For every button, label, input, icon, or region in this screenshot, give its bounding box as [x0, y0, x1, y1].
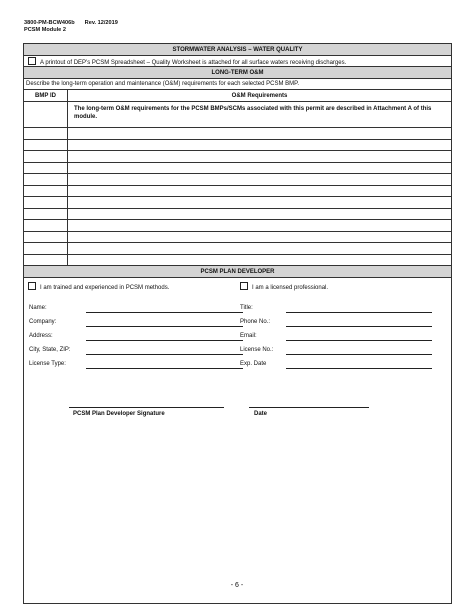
- form-number: 3800-PM-BCW406b: [24, 20, 75, 26]
- om-requirements-cell[interactable]: [68, 139, 452, 151]
- spreadsheet-checkbox[interactable]: [28, 57, 36, 65]
- trained-checkbox[interactable]: [28, 282, 36, 290]
- phone-label: Phone No.:: [240, 319, 271, 325]
- bmp-id-header: BMP ID: [24, 90, 68, 102]
- title-field[interactable]: [286, 312, 432, 313]
- bmp-id-cell[interactable]: [24, 139, 68, 151]
- stormwater-checkbox-row: [24, 56, 452, 67]
- om-section-title: LONG-TERM O&M: [24, 67, 452, 79]
- license-no-field[interactable]: [286, 354, 432, 355]
- date-line[interactable]: [249, 407, 369, 408]
- bmp-id-cell[interactable]: [24, 231, 68, 243]
- om-requirements-cell[interactable]: [68, 231, 452, 243]
- exp-date-field[interactable]: [286, 368, 432, 369]
- om-requirements-cell[interactable]: [68, 197, 452, 209]
- exp-date-label: Exp. Date: [240, 361, 267, 367]
- bmp-id-cell[interactable]: [24, 162, 68, 174]
- city-state-zip-field[interactable]: [86, 354, 243, 355]
- company-field[interactable]: [86, 326, 243, 327]
- bmp-id-cell[interactable]: [24, 220, 68, 232]
- bmp-id-cell[interactable]: [24, 243, 68, 255]
- bmp-id-cell[interactable]: [24, 128, 68, 140]
- om-requirements-cell[interactable]: [68, 151, 452, 163]
- om-description: Describe the long-term operation and maintenance (O&M) requirements for each selected PCSM BMP.: [24, 79, 452, 90]
- om-requirements-cell[interactable]: [68, 185, 452, 197]
- license-no-label: License No.:: [240, 347, 274, 353]
- om-requirements-cell[interactable]: [68, 162, 452, 174]
- licensed-checkbox-label: I am a licensed professional.: [252, 285, 329, 291]
- license-type-field[interactable]: [86, 368, 243, 369]
- title-label: Title:: [240, 305, 253, 311]
- date-label: Date: [254, 411, 268, 417]
- signature-line[interactable]: [69, 407, 224, 408]
- developer-section-body: [24, 278, 452, 604]
- developer-section-title: PCSM PLAN DEVELOPER: [24, 266, 452, 278]
- om-requirements-cell[interactable]: [68, 208, 452, 220]
- pcsm-form-table: [23, 43, 452, 604]
- stormwater-section-title: STORMWATER ANALYSIS – WATER QUALITY: [24, 44, 452, 56]
- om-requirements-cell[interactable]: [68, 243, 452, 255]
- name-field[interactable]: [86, 312, 243, 313]
- city-state-zip-label: City, State, ZIP:: [29, 347, 71, 353]
- om-requirements-cell[interactable]: The long-term O&M requirements for the PCSM BMPs/SCMs associated with this permit are described in Attachment A of this module.: [68, 102, 452, 128]
- bmp-id-cell[interactable]: [24, 151, 68, 163]
- signature-label: PCSM Plan Developer Signature: [73, 411, 165, 417]
- name-label: Name:: [29, 305, 47, 311]
- bmp-id-cell[interactable]: [24, 208, 68, 220]
- om-requirements-header: O&M Requirements: [68, 90, 452, 102]
- form-revision: Rev. 12/2019: [84, 20, 118, 26]
- bmp-id-cell[interactable]: [24, 174, 68, 186]
- bmp-id-cell[interactable]: [24, 102, 68, 128]
- licensed-checkbox[interactable]: [240, 282, 248, 290]
- license-type-label: License Type:: [29, 361, 66, 367]
- form-header: [24, 20, 118, 34]
- address-label: Address:: [29, 333, 53, 339]
- om-requirements-cell[interactable]: [68, 220, 452, 232]
- trained-checkbox-row: [24, 282, 169, 291]
- phone-field[interactable]: [286, 326, 432, 327]
- bmp-id-cell[interactable]: [24, 185, 68, 197]
- trained-checkbox-label: I am trained and experienced in PCSM methods.: [40, 285, 170, 291]
- address-field[interactable]: [86, 340, 243, 341]
- page-number: - 6 -: [230, 582, 244, 589]
- bmp-id-cell[interactable]: [24, 197, 68, 209]
- spreadsheet-checkbox-label: A printout of DEP’s PCSM Spreadsheet – Quality Worksheet is attached for all surface waters receiving discharges.: [40, 59, 347, 66]
- om-requirements-cell[interactable]: [68, 128, 452, 140]
- om-requirements-cell[interactable]: [68, 174, 452, 186]
- bmp-id-cell[interactable]: [24, 254, 68, 266]
- licensed-checkbox-row: [236, 282, 328, 291]
- email-field[interactable]: [286, 340, 432, 341]
- email-label: Email:: [240, 333, 257, 339]
- module-name: PCSM Module 2: [24, 27, 66, 33]
- om-requirements-cell[interactable]: [68, 254, 452, 266]
- company-label: Company:: [29, 319, 57, 325]
